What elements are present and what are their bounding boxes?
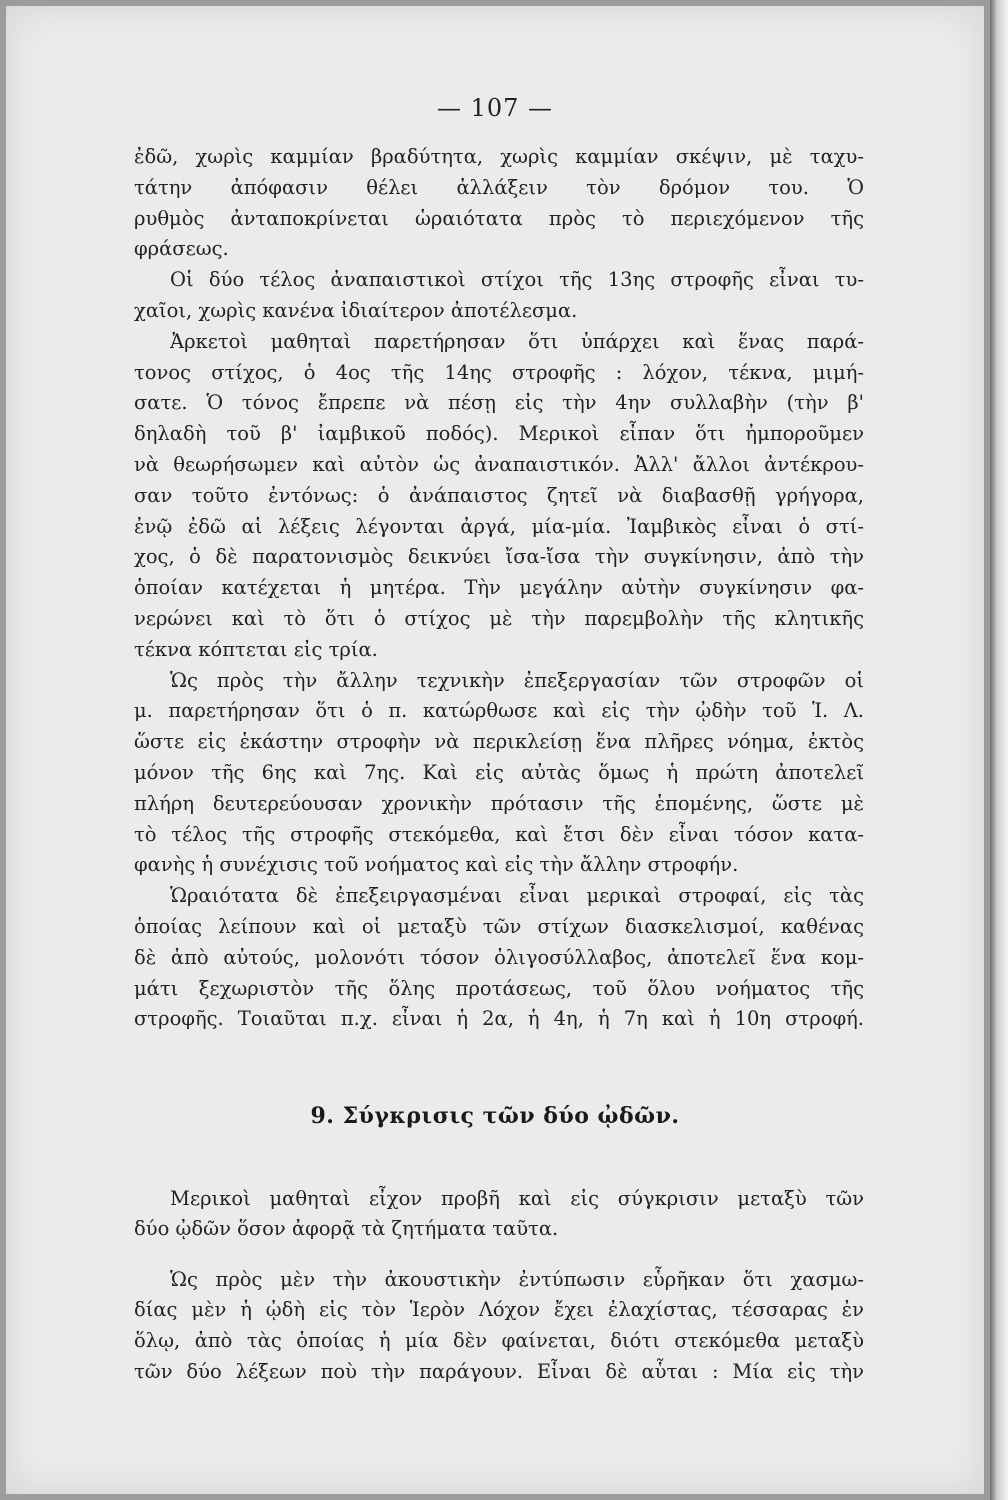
text-line: τῶν δύο λέξεων ποὺ τὴν παράγουν. Εἶναι δὲ αὗται : Μία εἰς τὴν — [134, 1359, 864, 1383]
text-line: μόνον τῆς 6ης καὶ 7ης. Καὶ εἰς αὐτὰς ὅμως ἡ πρώτη ἀποτελεῖ — [134, 760, 864, 784]
paragraph — [134, 666, 864, 882]
text-line: δηλαδὴ τοῦ β' ἰαμβικοῦ ποδός). Μερικοὶ εἶπαν ὅτι ἠμποροῦμεν — [134, 422, 864, 446]
paragraph — [134, 327, 864, 666]
text-line: ρυθμὸς ἀνταποκρίνεται ὡραιότατα πρὸς τὸ περιεχόμενον τῆς — [134, 206, 864, 230]
text-line: ὁποίας λείπουν καὶ οἱ μεταξὺ τῶν στίχων διασκελισμοί, καθένας — [134, 914, 864, 938]
paragraph — [134, 265, 864, 327]
page-number: — 107 — — [436, 94, 554, 122]
paragraph — [134, 1184, 864, 1246]
text-line: ὅλῳ, ἀπὸ τὰς ὁποίας ἡ μία δὲν φαίνεται, διότι στεκόμεθα μεταξὺ — [134, 1329, 864, 1353]
text-line: τέκνα κόπτεται εἰς τρία. — [134, 637, 378, 661]
text-line: δὲ ἀπὸ αὐτούς, μολονότι τόσον ὀλιγοσύλλαβος, ἀποτελεῖ ἕνα κομ- — [134, 945, 864, 969]
text-line: ὁποίαν κατέχεται ἡ μητέρα. Τὴν μεγάλην αὐτὴν συγκίνησιν φα- — [134, 576, 864, 600]
text-line: τονος στίχος, ὁ 4ος τῆς 14ης στροφῆς : λόχον, τέκνα, μιμή- — [134, 360, 864, 384]
text-line: Ἀρκετοὶ μαθηταὶ παρετήρησαν ὅτι ὑπάρχει καὶ ἕνας παρά- — [170, 329, 864, 353]
body-text-continued — [134, 1164, 864, 1407]
text-line: Οἱ δύο τέλος ἀναπαιστικοὶ στίχοι τῆς 13ης στροφῆς εἶναι τυ- — [170, 268, 864, 292]
text-line: σαν τοῦτο ἐντόνως: ὁ ἀνάπαιστος ζητεῖ νὰ διαβασθῇ γρήγορα, — [134, 483, 864, 507]
text-line: δίας μὲν ἡ ᾠδὴ εἰς τὸν Ἱερὸν Λόχον ἔχει ἐλαχίστας, τέσσαρας ἐν — [134, 1298, 864, 1322]
section-heading: 9. Σύγκρισις τῶν δύο ᾠδῶν. — [310, 1103, 680, 1129]
text-line: σατε. Ὁ τόνος ἔπρεπε νὰ πέσῃ εἰς τὴν 4ην συλλαβὴν (τὴν β' — [134, 391, 864, 415]
text-line: μάτι ξεχωριστὸν τῆς ὅλης προτάσεως, τοῦ ὅλου νοήματος τῆς — [134, 976, 864, 1000]
text-line: Ὡραιότατα δὲ ἐπεξειργασμέναι εἶναι μερικαὶ στροφαί, εἰς τὰς — [170, 884, 864, 908]
text-line: Μερικοὶ μαθηταὶ εἶχον προβῆ καὶ εἰς σύγκρισιν μεταξὺ τῶν — [170, 1186, 864, 1210]
text-line: δύο ᾠδῶν ὅσον ἀφορᾷ τὰ ζητήματα ταῦτα. — [134, 1217, 559, 1241]
text-line: στροφῆς. Τοιαῦται π.χ. εἶναι ἡ 2α, ἡ 4η, ἡ 7η καὶ ἡ 10η στροφή. — [134, 1007, 864, 1031]
text-line: τὸ τέλος τῆς στροφῆς στεκόμεθα, καὶ ἔτσι δὲν εἶναι τόσον κατα- — [134, 822, 864, 846]
body-text — [134, 142, 864, 1035]
text-line: τάτην ἀπόφασιν θέλει ἀλλάξειν τὸν δρόμον του. Ὁ — [134, 175, 864, 199]
text-line: μ. παρετήρησαν ὅτι ὁ π. κατώρθωσε καὶ εἰς τὴν ᾠδὴν τοῦ Ἱ. Λ. — [134, 699, 864, 723]
page-edge — [990, 0, 1008, 1500]
text-line: ὥστε εἰς ἑκάστην στροφὴν νὰ περικλείσῃ ἕνα πλῆρες νόημα, ἐκτὸς — [134, 730, 864, 754]
text-line: φράσεως. — [134, 237, 229, 261]
text-line: νὰ θεωρήσωμεν καὶ αὐτὸν ὡς ἀναπαιστικόν. Ἀλλ' ἄλλοι ἀντέκρου- — [134, 452, 864, 476]
text-line: νερώνει καὶ τὸ ὅτι ὁ στίχος μὲ τὴν παρεμβολὴν τῆς κλητικῆς — [134, 606, 864, 630]
text-line: πλήρη δευτερεύουσαν χρονικὴν πρότασιν τῆς ἑπομένης, ὥστε μὲ — [134, 791, 864, 815]
paragraph — [134, 881, 864, 1035]
paragraph — [134, 1265, 864, 1388]
text-line: ἐνῷ ἐδῶ αἱ λέξεις λέγονται ἀργά, μία-μία. Ἰαμβικὸς εἶναι ὁ στί- — [134, 514, 864, 538]
paragraph — [134, 142, 864, 265]
text-line: Ὡς πρὸς μὲν τὴν ἀκουστικὴν ἐντύπωσιν εὗρῆκαν ὅτι χασμω- — [170, 1267, 864, 1291]
text-line: Ὡς πρὸς τὴν ἄλλην τεχνικὴν ἐπεξεργασίαν τῶν στροφῶν οἱ — [170, 668, 864, 692]
text-line: φανὴς ἡ συνέχισις τοῦ νοήματος καὶ εἰς τὴν ἄλλην στροφήν. — [134, 853, 739, 877]
text-line: χος, ὁ δὲ παρατονισμὸς δεικνύει ἴσα-ἴσα τὴν συγκίνησιν, ἀπὸ τὴν — [134, 545, 864, 569]
text-line: ἐδῶ, χωρὶς καμμίαν βραδύτητα, χωρὶς καμμίαν σκέψιν, μὲ ταχυ- — [134, 145, 864, 168]
text-line: χαῖοι, χωρὶς κανένα ἰδιαίτερον ἀποτέλεσμα. — [134, 298, 578, 322]
book-page — [6, 6, 984, 1494]
